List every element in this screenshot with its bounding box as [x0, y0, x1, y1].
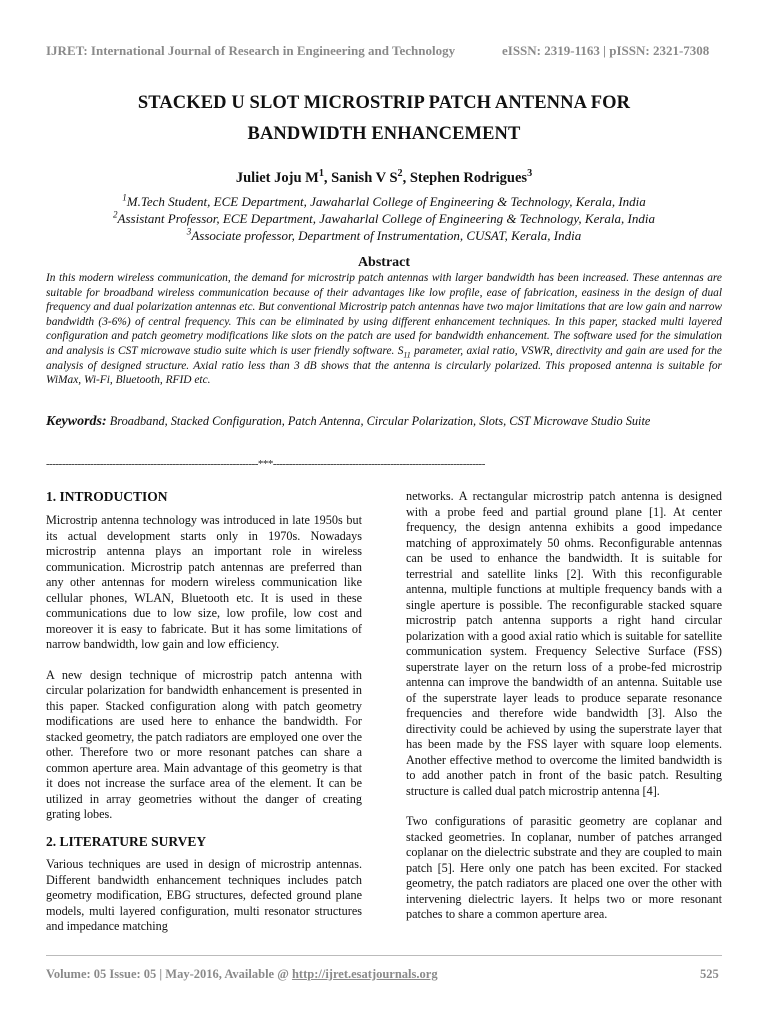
- author-list: [40, 170, 728, 187]
- issn-header: eISSN: 2319-1163 | pISSN: 2321-7308: [502, 43, 710, 58]
- journal-url-link[interactable]: http://ijret.esatjournals.org: [291, 967, 438, 981]
- author-name: Sanish V S: [331, 170, 398, 186]
- author-separator: ,: [402, 170, 410, 186]
- paragraph: Microstrip antenna technology was introduced in late 1950s but its actual development starts only in 1970s. Nowadays microstrip antenna plays an important role in wireless communication. Microstrip patch antennas are preferred than any other antennas for modern wireless communication like cellular phones, WLAN, Bluetooth etc. It is used in these communications due to low size, low profile, low cost and moreover it is easy to fabricate. But it has some limitations of narrow bandwidth, low gain and low efficiency.: [46, 513, 362, 651]
- section-separator: -------------------------------------------------------------------***-------------------------------------------------------------------: [46, 458, 485, 470]
- author-separator: ,: [323, 170, 332, 186]
- keywords: [46, 410, 722, 433]
- affiliation-3: [40, 228, 728, 244]
- abstract-heading: Abstract: [357, 255, 411, 270]
- affiliation-1: [40, 194, 728, 210]
- journal-header: IJRET: International Journal of Research in Engineering and Technology: [46, 43, 456, 58]
- affiliation-2: [40, 211, 728, 227]
- right-column: [406, 489, 722, 938]
- literature-heading: 2. LITERATURE SURVEY: [46, 834, 207, 849]
- paragraph: A new design technique of microstrip patch antenna with circular polarization for bandwidth enhancement is presented in this paper. Stacked configuration along with patch geometry modifications are used here to enhance the bandwidth. For stacked geometry, the patch radiators are employed one over the other. Therefore two or more resonant patches can share a common aperture area. Main advantage of this geometry is that it does not increase the surface area of the element. It can be utilized in array geometries without the danger of creating grating lobes.: [46, 667, 362, 821]
- affiliation-text: M.Tech Student, ECE Department, Jawaharlal College of Engineering & Technology, Kerala, India: [126, 194, 646, 209]
- footer-volume-text: Volume: 05 Issue: 05 | May-2016, Available @: [46, 967, 292, 981]
- paragraph: networks. A rectangular microstrip patch antenna is designed with a probe feed and partial ground plane [1]. At center frequency, the design antenna exhibits a good impedance matching of approximately 50 ohms. Reconfigurable antennas can be used to enhance the bandwidth. It is suitable for terrestrial and satellite links [2]. With this reconfigurable antenna, multiple functions at multiple frequency bands with a single aperture is possible. The reconfigurable stacked square microstrip patch antenna supports a right hand circular polarization with a good axial ratio which is suitable for satellite communication system. Frequency Selective Surface (FSS) superstrate layer on the return loss of a probe-fed microstrip antenna can improve the bandwidth of an antenna. Suitable use of the superstrate layer leads to produce separate resonance frequencies and therefore wide bandwidth [3]. Also the directivity could be achieved by using the superstrate layer that has been made by the FSS layer with square loop elements. Another effective method to overcome the limited bandwidth is to add another patch in front of the basic patch. Resulting structure is called dual patch microstrip antenna [4].: [406, 489, 722, 798]
- affiliation-text: Assistant Professor, ECE Department, Jawaharlal College of Engineering & Technology, Kerala, India: [117, 211, 655, 226]
- affiliation-text: Associate professor, Department of Instrumentation, CUSAT, Kerala, India: [191, 228, 582, 243]
- affiliation-sup: 3: [186, 226, 192, 237]
- paragraph: Two configurations of parasitic geometry are coplanar and stacked geometries. In coplanar, number of patches arranged coplanar on the dielectric substrate and they are coupled to main patch [5]. Here only one patch has been excited. For stacked geometry, the patch radiators are placed one over the other with intervening dielectric layers. It helps two or more resonant patches to share a common aperture area.: [406, 814, 722, 921]
- footer-volume: [46, 967, 438, 982]
- paragraph: Various techniques are used in design of microstrip antennas. Different bandwidth enhancement techniques includes patch geometry modification, EBG structures, defected ground plane models, multi layered configuration, multi resonator structures and impedance matching: [46, 857, 362, 933]
- affiliation-sup: 1: [122, 192, 127, 203]
- paper-title-line-1: STACKED U SLOT MICROSTRIP PATCH ANTENNA FOR: [137, 93, 631, 113]
- author-name: Stephen Rodrigues: [409, 170, 528, 186]
- author-sup: 3: [527, 168, 533, 180]
- author-sup: 2: [397, 168, 403, 180]
- literature-body: [46, 857, 362, 950]
- abstract-text: [46, 271, 722, 388]
- keywords-label: Keywords:: [46, 414, 107, 429]
- abstract-subscript: 11: [403, 350, 411, 360]
- affiliation-sup: 2: [113, 209, 118, 220]
- intro-body: [46, 513, 362, 838]
- page-number: 525: [700, 967, 719, 981]
- abstract-part-2: parameter, axial ratio, VSWR, directivity and gain are used for the analysis of designed structure. Axial ratio less than 3 dB shows that the antenna is circularly polarized. This proposed antenna is suitable for WiMax, Wi-Fi, Bluetooth, RFID etc.: [46, 344, 722, 387]
- intro-heading: 1. INTRODUCTION: [46, 489, 168, 504]
- author-name: Juliet Joju M: [235, 170, 319, 186]
- abstract-part-1: In this modern wireless communication, the demand for microstrip patch antennas with larger bandwidth has been increased. These antennas are suitable for broadband wireless communication because of their advantages like low profile, ease of fabrication, easiness in the design of dual frequency and dual polarization antennas etc. But conventional Microstrip patch antennas have two major limitations that are low gain and narrow bandwidth (3-6%) of central frequency. This can be eliminated by using different enhancement techniques. In this paper, stacked multi layered configuration and patch geometry modifications like slots on the patch are used for bandwidth enhancement. The software used for the simulation and analysis is CST microwave studio suite which is user friendly software. S: [46, 272, 722, 357]
- keywords-text: Broadband, Stacked Configuration, Patch Antenna, Circular Polarization, Slots, CST Microwave Studio Suite: [106, 414, 651, 428]
- author-sup: 1: [318, 168, 324, 180]
- footer-divider: [46, 955, 722, 956]
- paper-title-line-2: BANDWIDTH ENHANCEMENT: [247, 124, 521, 144]
